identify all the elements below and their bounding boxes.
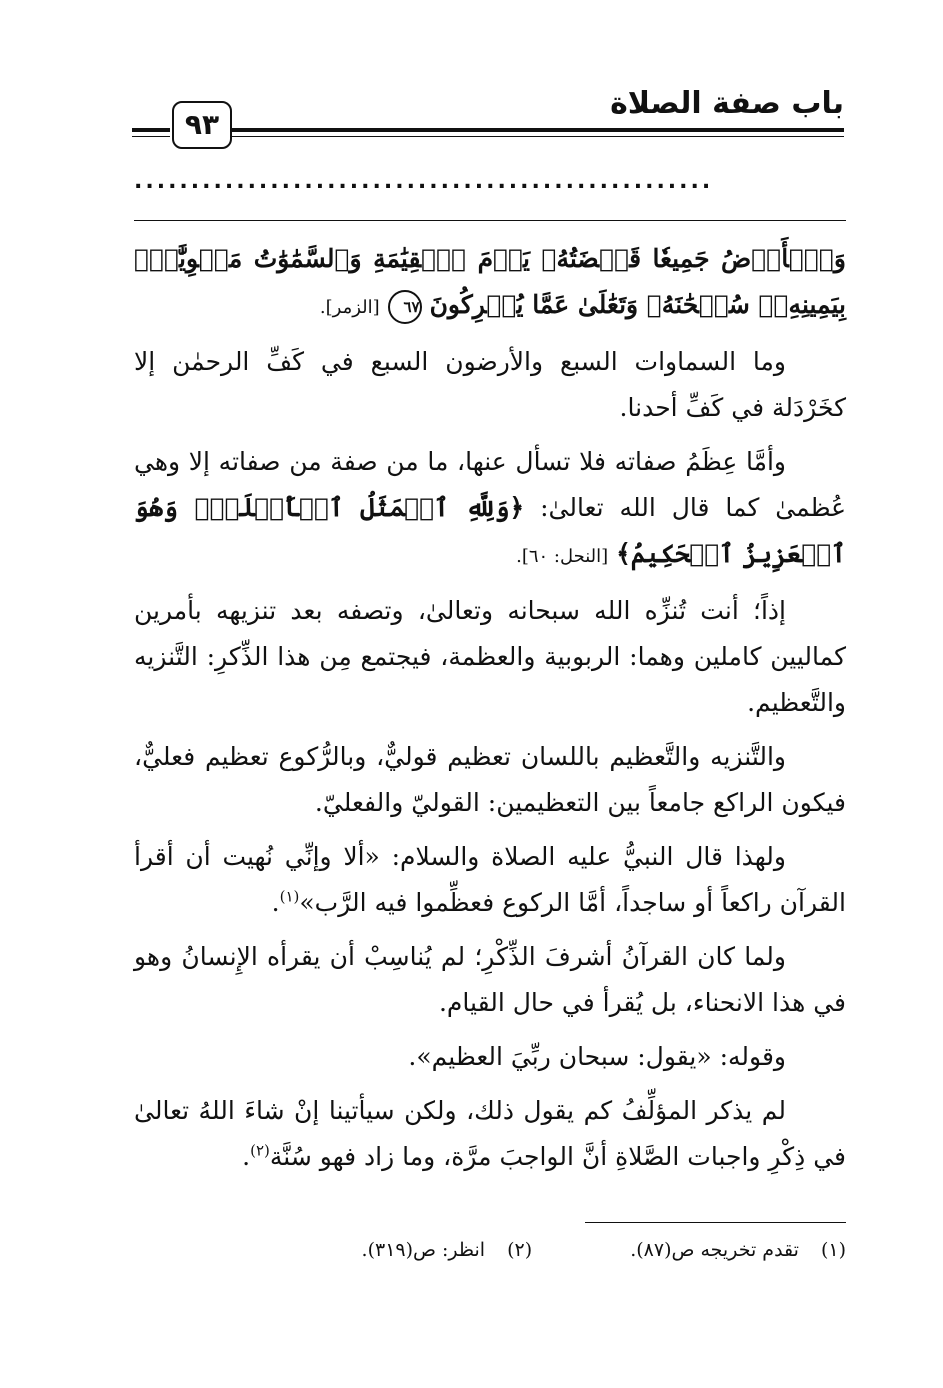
surah-reference: [النحل: ٦٠]. (516, 546, 609, 567)
paragraph-text: ولهذا قال النبيُّ عليه الصلاة والسلام: «ألا وإنِّي نُهيت أن أقرأ القرآن راكعاً أو ساجداً، أمَّا الركوع فعظِّموا فيه الرَّب» (134, 842, 846, 917)
surah-reference: [الزمر]. (319, 297, 380, 318)
paragraph-end: . (242, 1142, 251, 1171)
paragraph: والتَّنزيه والتَّعظيم باللسان تعظيم قوليٌّ، وبالرُّكوع تعظيم فعليٌّ، فيكون الراكع جامعاً بين التعظيمين: القوليّ والفعليّ. (134, 742, 846, 817)
dotted-separator: ................................................... (134, 169, 714, 194)
header-rule-thin (227, 136, 844, 137)
chapter-title: باب صفة الصلاة (610, 86, 844, 121)
paragraph: وقوله: «يقول: سبحان ربِّيَ العظيم». (408, 1042, 786, 1071)
paragraph-quran-verse (134, 236, 846, 331)
paragraph: ولما كان القرآنُ أشرفَ الذِّكْرِ؛ لم يُناسِبْ أن يقرأه الإِنسانُ وهو في هذا الانحناء، بل يُقرأ في حال القيام. (134, 942, 846, 1017)
header-rule-thick (227, 128, 844, 132)
header-rule-left-thin (132, 136, 170, 137)
footnote-text: تقدم تخريجه ص(٨٧). (630, 1239, 799, 1261)
paragraph: وما السماوات السبع والأرضون السبع في كَفِّ الرحمٰن إلا كخَرْدَلة في كَفِّ أحدنا. (134, 347, 846, 422)
footnote-rule (585, 1222, 846, 1223)
footnote-marker[interactable]: (١) (279, 887, 300, 906)
footnote-number: (١) (820, 1239, 846, 1261)
paragraph-end: . (271, 888, 280, 917)
paragraph (134, 834, 846, 926)
paragraph (134, 439, 846, 580)
paragraph (134, 1088, 846, 1180)
quran-verse: وَٱلۡأَرۡضُ جَمِيعٗا قَبۡضَتُهُۥ يَوۡمَ ٱلۡقِيَٰمَةِ وَٱلسَّمَٰوَٰتُ مَطۡوِيَّٰتُۢ بِيَمِينِهِۦۚ سُبۡحَٰنَهُۥ وَتَعَٰلَىٰ عَمَّا يُشۡرِكُونَ (134, 244, 846, 319)
main-text (134, 236, 846, 1188)
page-header (132, 84, 844, 154)
paragraph: إذاً؛ أنت تُنزِّه الله سبحانه وتعالىٰ، وتصفه بعد تنزيهه بأمرين كماليين كاملين وهما: الربوبية والعظمة، فيجتمع مِن هذا الذِّكرِ: التَّنزيه والتَّعظيم. (134, 596, 846, 717)
page-number: ٩٣ (172, 101, 232, 149)
footnotes (134, 1234, 846, 1266)
separator-line (134, 220, 846, 221)
quran-verse: ﴿وَلِلَّهِ ٱلۡمَثَلُ ٱلۡأَعۡلَىٰۚ وَهُوَ ٱلۡعَزِيزُ ٱلۡحَكِيمُ﴾ (134, 493, 846, 568)
paragraph-text: لم يذكر المؤلِّفُ كم يقول ذلك، ولكن سيأتينا إنْ شاءَ اللهُ تعالىٰ في ذِكْرِ واجبات الصَّلاةِ أنَّ الواجبَ مرَّة، وما زاد فهو سُنَّة (134, 1096, 846, 1171)
footnote-item (362, 1234, 533, 1266)
footnote-number: (٢) (507, 1239, 533, 1261)
footnote-marker[interactable]: (٢) (250, 1141, 270, 1160)
ayah-number: ٦٧ (388, 290, 422, 324)
paragraph-text: وأمَّا عِظَمُ صفاته فلا تسأل عنها، ما من صفة من صفاته إلا وهي عُظمىٰ كما قال الله تعالىٰ: (134, 447, 847, 522)
footnote-item (630, 1234, 846, 1266)
header-rule-left-thick (132, 128, 170, 132)
footnote-text: انظر: ص(٣١٩). (361, 1239, 486, 1261)
